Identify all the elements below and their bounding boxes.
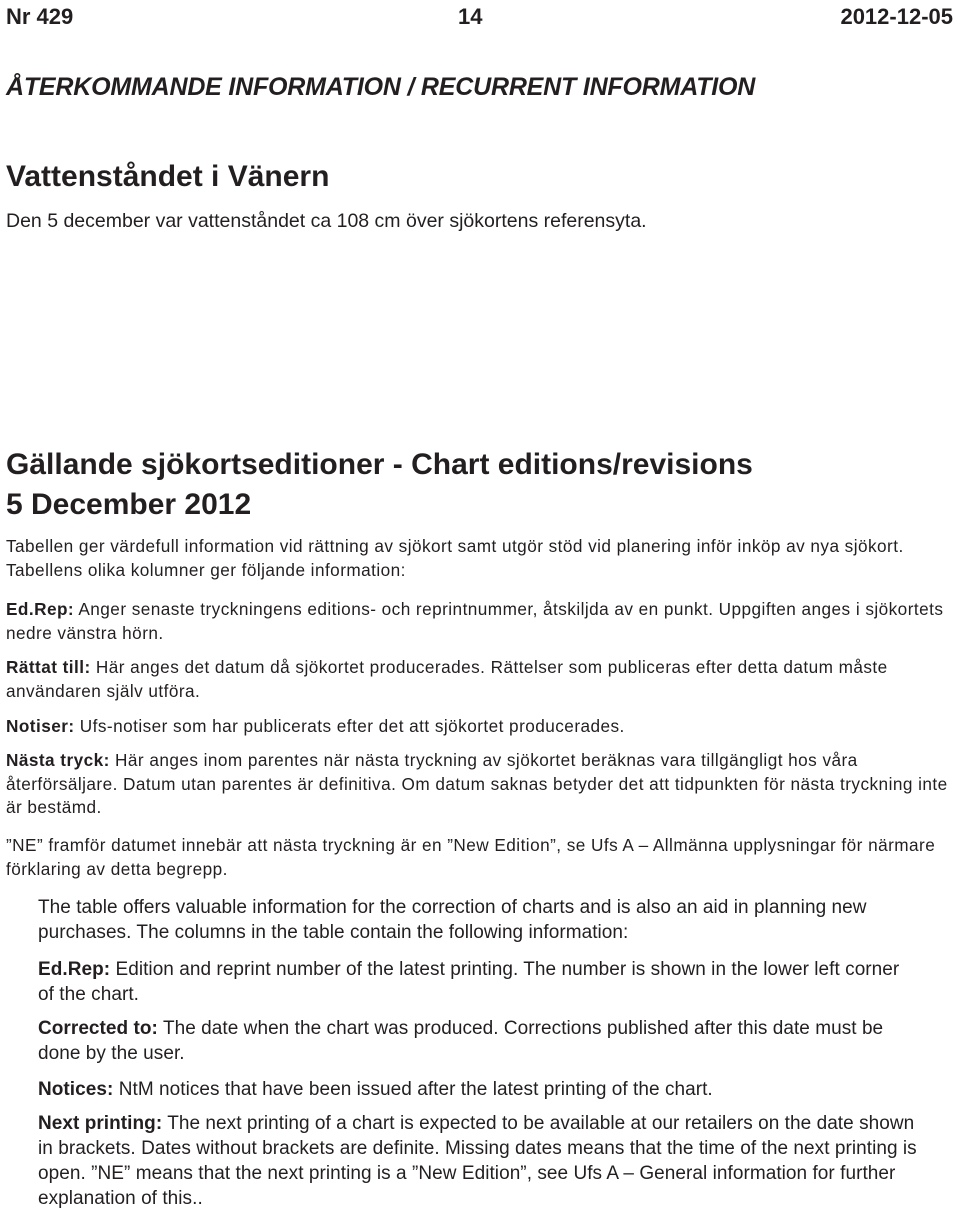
issue-date: 2012-12-05 <box>840 4 953 29</box>
swedish-edrep <box>6 598 951 645</box>
swedish-next-label: Nästa tryck: <box>6 750 110 770</box>
english-corrected-label: Corrected to: <box>38 1018 158 1039</box>
page-number: 14 <box>458 4 483 29</box>
swedish-intro: Tabellen ger värdefull information vid rättning av sjökort samt utgör stöd vid planering inför inköp av nya sjökort. Tabellens olika kolumner ger följande information: <box>6 536 904 580</box>
water-level-heading: Vattenståndet i Vänern <box>6 160 330 193</box>
swedish-edrep-text: Anger senaste tryckningens editions- och reprintnummer, åtskiljda av en punkt. Uppgiften anges i sjökortets nedre vänstra hörn. <box>6 599 944 643</box>
section-title: ÅTERKOMMANDE INFORMATION / RECURRENT INFORMATION <box>6 73 756 101</box>
swedish-notices-label: Notiser: <box>6 716 75 736</box>
english-notices <box>38 1077 918 1102</box>
english-next-printing <box>38 1111 918 1211</box>
swedish-next-text: Här anges inom parentes när nästa tryckning av sjökortet beräknas vara tillgängligt hos våra återförsäljare. Datum utan parentes är definitiva. Om datum saknas betyder det att tidpunkten för nästa tryckning inte är bestämd. <box>6 750 948 817</box>
english-next-label: Next printing: <box>38 1113 163 1134</box>
english-corrected-text: The date when the chart was produced. Corrections published after this date must be done by the user. <box>38 1018 884 1064</box>
english-edrep <box>38 957 918 1007</box>
english-notices-label: Notices: <box>38 1079 114 1100</box>
editions-subheading: 5 December 2012 <box>6 488 252 521</box>
editions-heading: Gällande sjökortseditioner - Chart editions/revisions <box>6 448 753 481</box>
english-edrep-text: Edition and reprint number of the latest printing. The number is shown in the lower left corner of the chart. <box>38 959 900 1005</box>
issue-number: Nr 429 <box>6 4 74 29</box>
english-intro: The table offers valuable information for the correction of charts and is also an aid in planning new purchases. The columns in the table contain the following information: <box>38 897 867 943</box>
english-corrected <box>38 1016 918 1066</box>
swedish-next-printing <box>6 749 951 820</box>
english-edrep-label: Ed.Rep: <box>38 959 111 980</box>
swedish-notices-text: Ufs-notiser som har publicerats efter det att sjökortet producerades. <box>79 716 625 736</box>
water-level-text: Den 5 december var vattenståndet ca 108 cm över sjökortens referensyta. <box>6 210 647 232</box>
swedish-edrep-label: Ed.Rep: <box>6 599 75 619</box>
swedish-notices <box>6 715 951 739</box>
swedish-corrected-label: Rättat till: <box>6 657 91 677</box>
english-notices-text: NtM notices that have been issued after the latest printing of the chart. <box>118 1079 713 1100</box>
swedish-corrected <box>6 656 951 703</box>
english-next-text: The next printing of a chart is expected to be available at our retailers on the date shown in brackets. Dates without brackets are definite. Missing dates means that the time of the next printing is open. ”NE” means that the next printing is a ”New Edition”, see Ufs A – General information for further explanation of this.. <box>38 1113 917 1209</box>
swedish-corrected-text: Här anges det datum då sjökortet producerades. Rättelser som publiceras efter detta datum måste användaren själv utföra. <box>6 657 888 701</box>
swedish-ne-note: ”NE” framför datumet innebär att nästa tryckning är en ”New Edition”, se Ufs A – Allmänna upplysningar för närmare förklaring av detta begrepp. <box>6 835 936 879</box>
